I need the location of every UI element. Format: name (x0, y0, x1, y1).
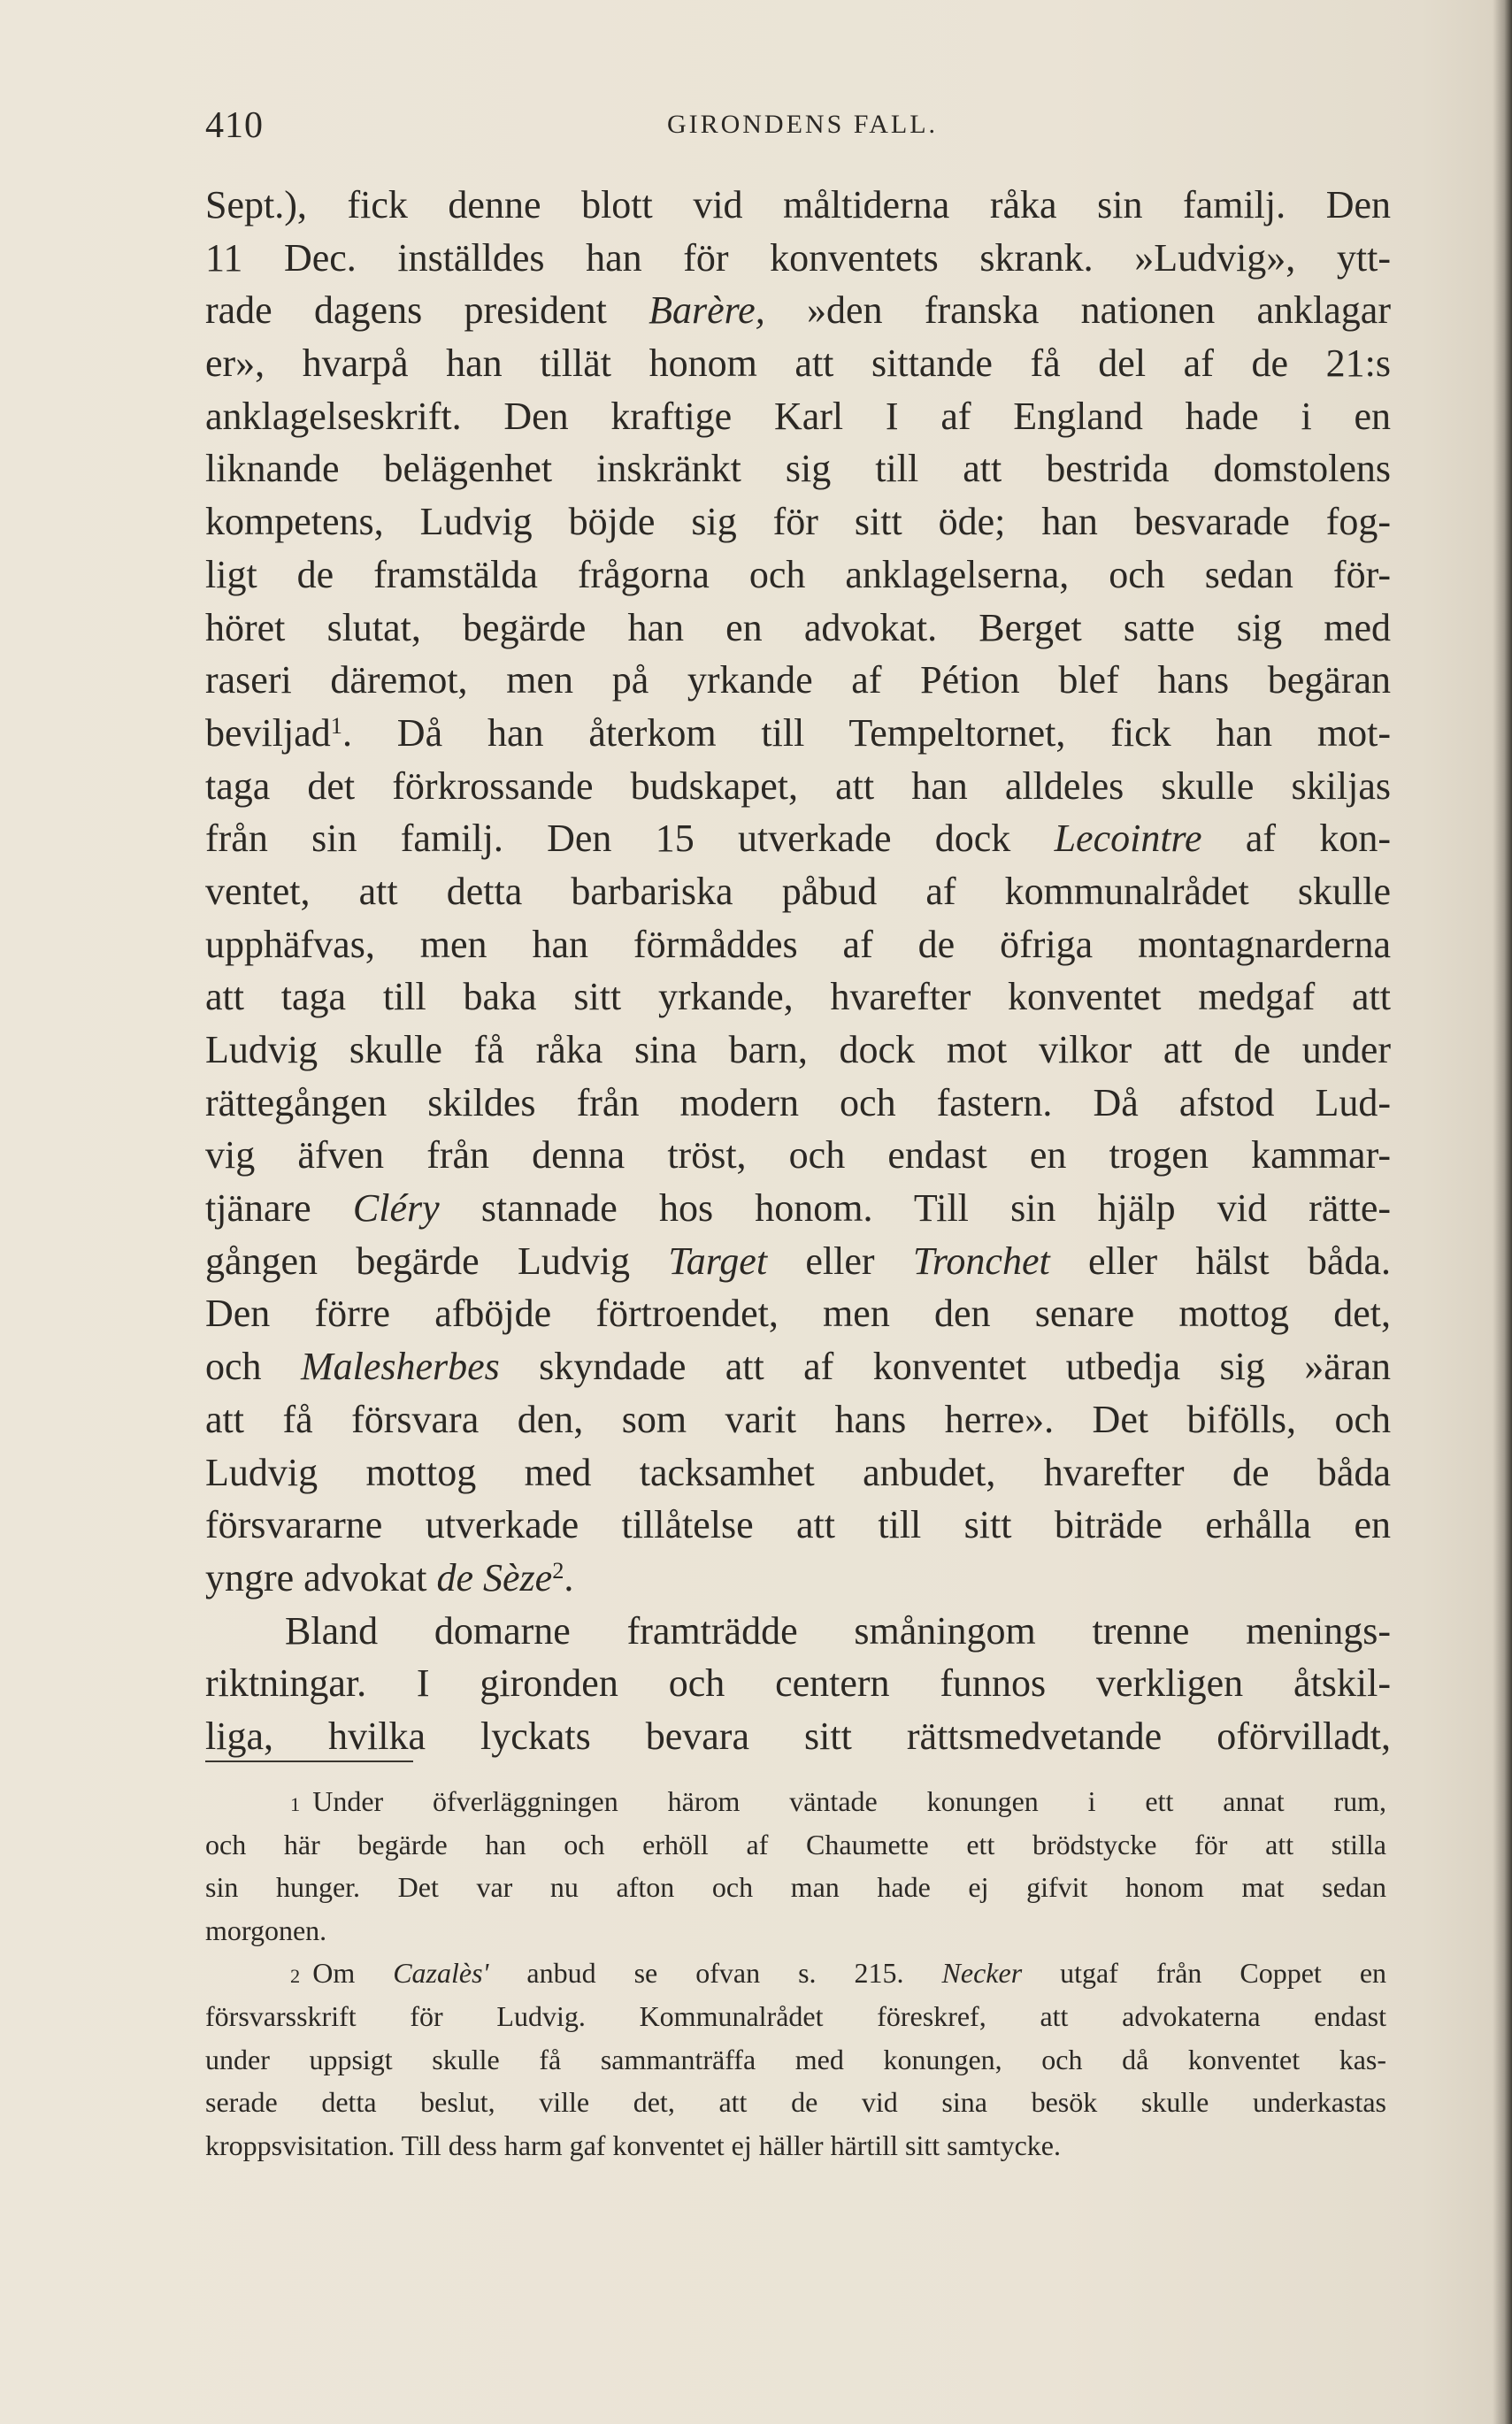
text-line: kompetens, Ludvig böjde sig för sitt öde; han besvarade fog- (205, 500, 1391, 544)
footnote-line: $^2$ Om Cazalès' anbud se ofvan s. 215. Necker utgaf från Coppet en (290, 1957, 1387, 1990)
footnote-marker: 2 (290, 1965, 301, 1988)
page-edge-shadow (1493, 0, 1512, 2424)
italic-name: Lecointre (1054, 817, 1202, 861)
footnote-line: sin hunger. Det var nu afton och man hade ej gifvit honom mat sedan (205, 1871, 1386, 1904)
text-line: 11 Dec. inställdes han för konventets skrank. »Ludvig», ytt- (205, 235, 1391, 280)
page-header (205, 104, 1400, 157)
italic-name: Barère, (649, 288, 765, 333)
text-line: liknande belägenhet inskränkt sig till att bestrida domstolens (205, 447, 1391, 491)
footnote-ref: 2 (552, 1556, 564, 1584)
footnote-line: försvarsskrift för Ludvig. Kommunalrådet föreskref, att advokaterna endast (205, 1999, 1386, 2032)
text-line: vig äfven från denna tröst, och endast en trogen kammar- (205, 1133, 1391, 1177)
text-line: ligt de framstälda frågorna och anklagelserna, och sedan för- (205, 552, 1391, 596)
footnote-marker: 1 (290, 1793, 301, 1815)
footnote-line: morgonen. (205, 1914, 327, 1946)
text-line: beviljad$^1$. Då han återkom till Tempeltornet, fick han mot- (205, 710, 1391, 755)
footnote-line: och här begärde han och erhöll af Chaumette ett brödstycke för att stilla (205, 1828, 1386, 1860)
text-line: anklagelseskrift. Den kraftige Karl I af England hade i en (205, 394, 1391, 438)
text-line: och Malesherbes skyndade att af konventet utbedja sig »äran (205, 1345, 1391, 1389)
text-line: raseri däremot, men på yrkande af Pétion blef hans begäran (205, 658, 1391, 702)
italic-name: Cléry (352, 1186, 440, 1231)
footnotes (205, 1780, 1386, 2167)
text-line: Ludvig skulle få råka sina barn, dock mot vilkor att de under (205, 1028, 1391, 1071)
text-line: Ludvig mottog med tacksamhet anbudet, hvarefter de båda (205, 1450, 1391, 1494)
footnote-line: $^1$ Under öfverläggningen härom väntade konungen i ett annat rum, (290, 1785, 1386, 1817)
footnote-line: under uppsigt skulle få sammanträffa med konungen, och då konventet kas- (205, 2043, 1386, 2075)
running-head: GIRONDENS FALL. (666, 110, 939, 139)
text-line: Den förre afböjde förtroendet, men den senare mottog det, (205, 1292, 1391, 1336)
text-line: ventet, att detta barbariska påbud af kommunalrådet skulle (205, 869, 1391, 913)
text-line: Sept.), fick denne blott vid måltiderna råka sin familj. Den (205, 183, 1391, 226)
italic-name: Malesherbes (300, 1345, 500, 1389)
body-text (205, 179, 1391, 1763)
text-line: yngre advokat de Sèze$^2$. (205, 1555, 574, 1599)
italic-name: Target (668, 1239, 768, 1283)
text-line: taga det förkrossande budskapet, att han alldeles skulle skiljas (205, 763, 1391, 808)
text-line: tjänare Cléry stannade hos honom. Till sin hjälp vid rätte- (205, 1186, 1391, 1231)
footnote-divider (205, 1760, 413, 1762)
text-line: liga, hvilka lyckats bevara sitt rättsmedvetande oförvilladt, (205, 1714, 1391, 1758)
text-line: försvararne utverkade tillåtelse att till sitt biträde erhålla en (205, 1503, 1391, 1547)
text-line: gången begärde Ludvig Target eller Tronchet eller hälst båda. (205, 1239, 1391, 1283)
italic-name: Tronchet (912, 1239, 1050, 1283)
text-line: Bland domarne framträdde småningom trenne menings- (285, 1608, 1391, 1653)
text-line: upphäfvas, men han förmåddes af de öfriga montagnarderna (205, 922, 1391, 966)
page-number: 410 (205, 105, 264, 146)
text-line: att taga till baka sitt yrkande, hvarefter konventet medgaf att (205, 975, 1391, 1019)
text-line: er», hvarpå han tillät honom att sittande få del af de 21:s (205, 341, 1391, 386)
text-line: riktningar. I gironden och centern funnos verkligen åtskil- (205, 1661, 1391, 1706)
text-line: rade dagens president Barère, »den franska nationen anklagar (205, 288, 1391, 333)
footnote-line: serade detta beslut, ville det, att de vid sina besök skulle underkastas (205, 2086, 1386, 2119)
italic-name: de Sèze (436, 1555, 553, 1599)
text-line: rättegången skildes från modern och fastern. Då afstod Lud- (205, 1080, 1391, 1124)
text-line: höret slutat, begärde han en advokat. Berget satte sig med (205, 605, 1391, 649)
footnote-line: kroppsvisitation. Till dess harm gaf konventet ej häller härtill sitt samtycke. (205, 2129, 1061, 2161)
footnote-ref: 1 (330, 711, 342, 739)
text-line: från sin familj. Den 15 utverkade dock Lecointre af kon- (205, 817, 1391, 861)
text-line: att få försvara den, som varit hans herre». Det bifölls, och (205, 1397, 1391, 1441)
